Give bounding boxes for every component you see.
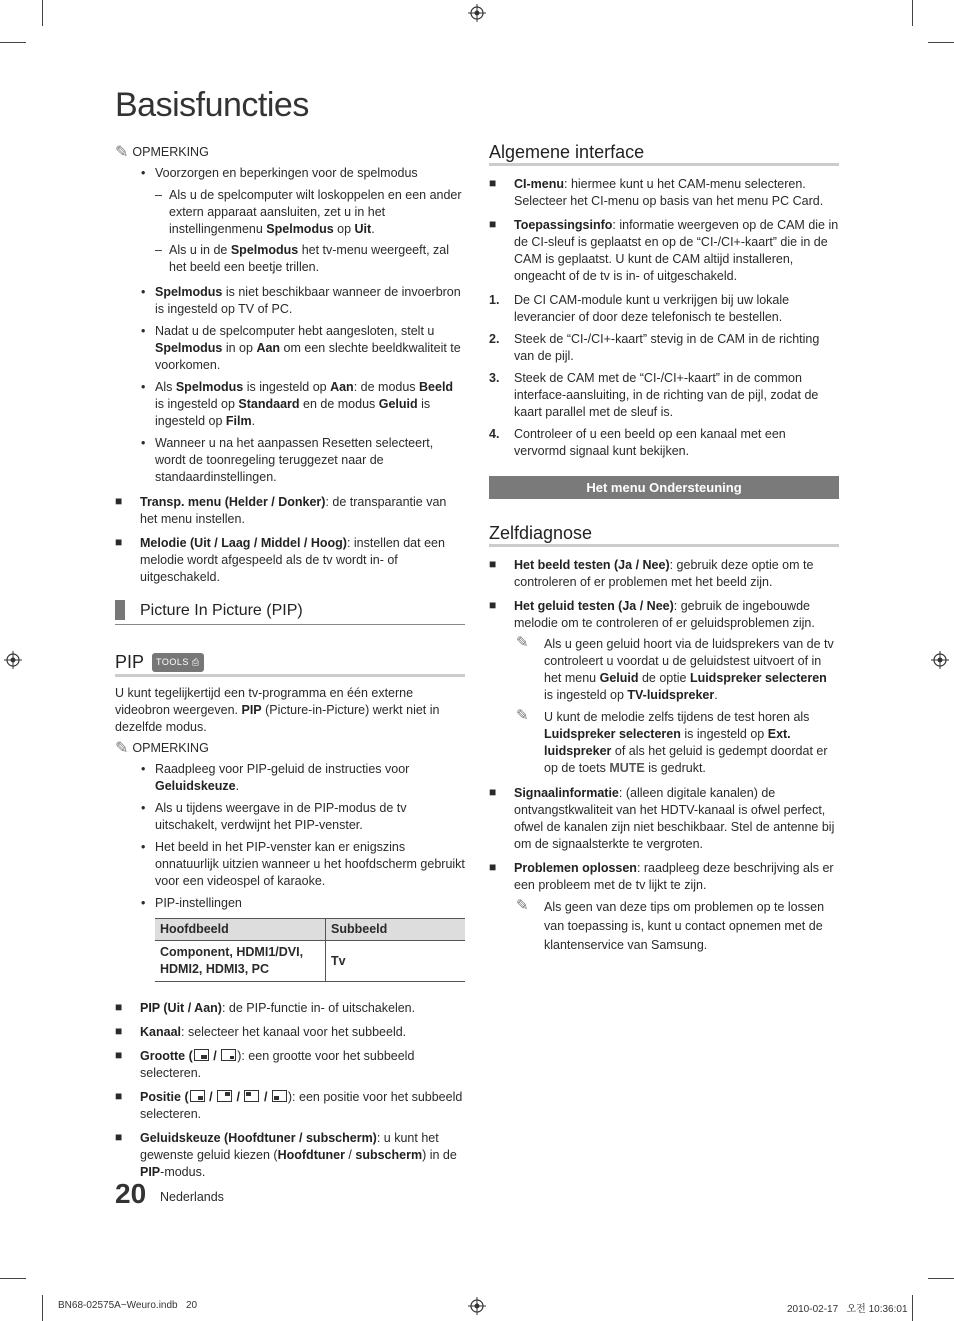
footer-timestamp: 2010-02-17 오전 10:36:01 — [787, 1304, 908, 1315]
algemene-interface-heading: Algemene interface — [489, 144, 839, 166]
list-item: • Wanneer u na het aanpassen Resetten selecteert, wordt de toonregeling teruggezet naar de standaardinstellingen. — [141, 436, 434, 484]
tools-badge: TOOLS ⎙ — [152, 653, 204, 672]
left-column — [115, 144, 465, 1188]
note-item: ✎ Als geen van deze tips om problemen op te lossen van toepassing is, kunt u contact opnemen met de klantenservice van Samsung. — [516, 897, 825, 952]
list-item: ■ Kanaal: selecteer het kanaal voor het subbeeld. — [115, 1024, 407, 1039]
table-header: Subbeeld — [326, 919, 466, 941]
list-item: – Als u in de Spelmodus het tv-menu weergeeft, zal het beeld een beetje trillen. — [155, 243, 449, 274]
pip-position-bottom-right-icon — [190, 1090, 205, 1102]
list-item: ■ Signaalinformatie: (alleen digitale kanalen) de ontvangstkwaliteit van het HDTV-kanaal is ofwel perfect, ofwel de kanalen zijn niet beschikbaar. Stel de antenne bij om de signaalsterkte te vergroten. — [489, 785, 835, 851]
list-item: ■ Melodie (Uit / Laag / Middel / Hoog): instellen dat een melodie wordt afgespeeld als de tv wordt in- of uitgeschakeld. — [115, 535, 445, 584]
support-menu-bar: Het menu Ondersteuning — [489, 476, 839, 499]
page-title: Basisfuncties — [115, 86, 309, 124]
note-heading: ✎ OPMERKING — [115, 740, 209, 757]
list-item: • Als Spelmodus is ingesteld op Aan: de modus Beeld is ingesteld op Standaard en de modus Geluid is ingesteld op Film. — [141, 380, 454, 428]
list-item: – Als u de spelcomputer wilt loskoppelen en een ander extern apparaat aansluiten, zet u in het instellingenmenu Spelmodus op Uit. — [155, 188, 462, 236]
list-item: • Nadat u de spelcomputer hebt aangesloten, stelt u Spelmodus in op Aan om een slechte beeldkwaliteit te voorkomen. — [141, 324, 461, 372]
pencil-icon: ✎ — [516, 897, 529, 914]
list-item: ■ Het geluid testen (Ja / Nee): gebruik de ingebouwde melodie om te controleren of er geluidsproblemen zijn. — [489, 598, 815, 630]
table-cell: Component, HDMI1/DVI, HDMI2, HDMI3, PC — [155, 941, 326, 982]
note-item: ✎ U kunt de melodie zelfs tijdens de test horen als Luidspreker selecteren is ingesteld op Ext. luidspreker of als het geluid is gedempt doordat er op de toets MUTE is gedrukt. — [516, 707, 828, 775]
registration-mark-icon — [931, 651, 949, 669]
list-item: • Spelmodus is niet beschikbaar wanneer de invoerbron is ingesteld op TV of PC. — [141, 285, 461, 316]
list-item: • Het beeld in het PIP-venster kan er enigszins onnatuurlijk uitzien wanneer u het hoofdscherm gebruikt voor een videospel of karaoke. — [141, 840, 465, 888]
list-item: • Voorzorgen en beperkingen voor de spelmodus — [141, 166, 418, 180]
pip-position-bottom-left-icon — [272, 1090, 287, 1102]
registration-mark-icon — [4, 651, 22, 669]
note-label: OPMERKING — [132, 145, 209, 159]
registration-mark-icon — [468, 4, 486, 22]
list-item: ■ Problemen oplossen: raadpleeg deze beschrijving als er een probleem met de tv lijkt te zijn. — [489, 860, 834, 892]
table-cell: Tv — [326, 941, 466, 982]
list-item: ■ Toepassingsinfo: informatie weergeven op de CAM die in de CI-sleuf is geplaatst en op de “CI-/CI+-kaart” die in de CAM is geplaatst. U kunt de CAM altijd installeren, ongeacht of de tv is in- of uitgeschakeld. — [489, 217, 839, 283]
pip-heading: PIP TOOLS ⎙ — [115, 653, 465, 677]
pip-intro: U kunt tegelijkertijd een tv-programma en één externe videobron weergeven. PIP (Picture-in-Picture) werkt niet in dezelfde modus. — [115, 686, 440, 734]
page-number: 20 — [115, 1178, 147, 1209]
footer-file-info: BN68-02575A~Weuro.indb 20 — [58, 1300, 198, 1311]
list-item: ■ PIP (Uit / Aan): de PIP-functie in- of uitschakelen. — [115, 1000, 416, 1015]
list-item: 1. De CI CAM-module kunt u verkrijgen bij uw lokale leverancier of door deze telefonisch te bestellen. — [489, 293, 790, 324]
pencil-icon: ✎ — [115, 740, 129, 757]
list-item: • PIP-instellingen — [141, 896, 242, 910]
table-header: Hoofdbeeld — [155, 919, 326, 941]
list-item: ■ CI-menu: hiermee kunt u het CAM-menu selecteren. Selecteer het CI-menu op basis van het menu PC Card. — [489, 176, 824, 208]
list-item: 2. Steek de “CI-/CI+-kaart” stevig in de CAM in de richting van de pijl. — [489, 332, 820, 363]
note-item: ✎ Als u geen geluid hoort via de luidsprekers van de tv controleert u voordat u de geluidstest uitvoert of in het menu Geluid de optie Luidspreker selecteren is ingesteld op TV-luidspreker. — [516, 634, 834, 702]
page-language: Nederlands — [160, 1190, 224, 1204]
pip-position-top-right-icon — [217, 1090, 232, 1102]
pip-settings-table — [155, 918, 465, 982]
pencil-icon: ✎ — [516, 634, 529, 651]
list-item: 4. Controleer of u een beeld op een kanaal met een vervormd signaal kunt bekijken. — [489, 427, 786, 458]
pip-position-top-left-icon — [244, 1090, 259, 1102]
list-item: ■ Het beeld testen (Ja / Nee): gebruik deze optie om te controleren of er problemen met het beeld zijn. — [489, 557, 814, 589]
list-item: • Als u tijdens weergave in de PIP-modus de tv uitschakelt, verdwijnt het PIP-venster. — [141, 801, 407, 832]
pip-size-small-icon — [221, 1049, 236, 1061]
registration-mark-icon — [468, 1297, 486, 1315]
list-item: • Raadpleeg voor PIP-geluid de instructies voor Geluidskeuze. — [141, 762, 410, 793]
list-item: ■ Positie ( / / / ): een positie voor het subbeeld selecteren. — [115, 1089, 463, 1121]
list-item: ■ Transp. menu (Helder / Donker): de transparantie van het menu instellen. — [115, 494, 447, 526]
zelfdiagnose-heading: Zelfdiagnose — [489, 525, 839, 547]
list-item: ■ Grootte ( / ): een grootte voor het subbeeld selecteren. — [115, 1048, 415, 1080]
pencil-icon: ✎ — [516, 707, 529, 724]
list-item: ■ Geluidskeuze (Hoofdtuner / subscherm): u kunt het gewenste geluid kiezen (Hoofdtuner / subscherm) in de PIP-modus. — [115, 1130, 457, 1179]
note-heading — [115, 144, 465, 161]
pencil-icon: ✎ — [115, 144, 129, 161]
list-item: 3. Steek de CAM met de “CI-/CI+-kaart” in de common interface-aansluiting, in de richting van de pijl, zodat de kaart parallel met de sleuf is. — [489, 371, 819, 419]
section-title: Picture In Picture (PIP) — [115, 600, 465, 625]
pip-size-large-icon — [194, 1049, 209, 1061]
right-column — [489, 144, 839, 960]
